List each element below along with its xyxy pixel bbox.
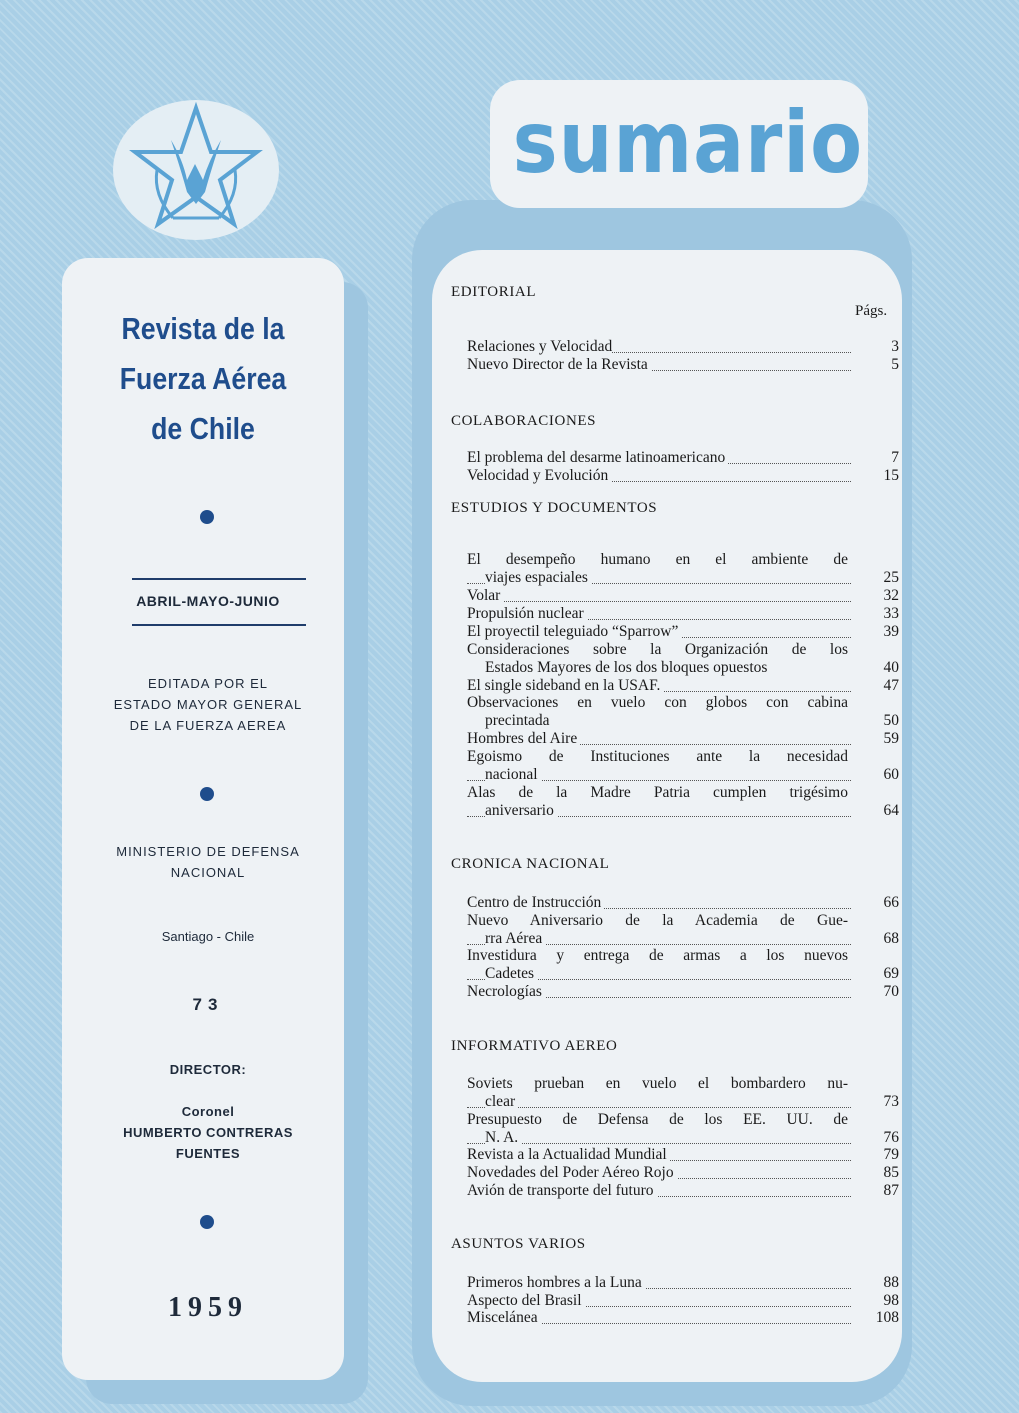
toc-entry-line[interactable]: Alas de la Madre Patria cumplen trigésimo [467,784,848,801]
toc-entry[interactable]: N. A. 76 [467,1129,899,1147]
year: 1959 [168,1292,248,1323]
toc-entry[interactable]: rra Aérea 68 [467,930,899,948]
toc-entry[interactable]: Hombres del Aire 59 [467,730,899,747]
toc-entry[interactable]: clear 73 [467,1093,899,1111]
toc-entry[interactable]: Velocidad y Evolución 15 [467,467,899,484]
toc-entry[interactable]: Novedades del Poder Aéreo Rojo 85 [467,1164,899,1181]
toc-entry[interactable]: viajes espaciales 25 [467,569,899,587]
divider [132,578,306,580]
eagle-star-emblem [113,100,279,240]
section-title: ASUNTOS VARIOS [451,1236,586,1252]
toc-entry[interactable]: Cadetes 69 [467,965,899,983]
section-title: CRONICA NACIONAL [451,856,610,872]
pages-column-label: Págs. [855,303,888,319]
city: Santiago - Chile [161,929,255,944]
toc-entry[interactable]: Aspecto del Brasil 98 [467,1292,899,1309]
section-title: INFORMATIVO AEREO [451,1038,618,1054]
toc-entry-line[interactable]: Presupuesto de Defensa de los EE. UU. de [467,1111,848,1128]
toc-entry[interactable]: Necrologías 70 [467,983,899,1000]
toc-entry[interactable]: El problema del desarme latinoamericano 7 [467,449,899,466]
toc-entry[interactable]: Propulsión nuclear 33 [467,605,899,622]
bullet-dot [200,1215,214,1229]
director-label: DIRECTOR: [169,1062,247,1077]
toc-entry[interactable]: Relaciones y Velocidad 3 [467,338,899,355]
toc-entry[interactable]: Primeros hombres a la Luna 88 [467,1274,899,1291]
section-title: ESTUDIOS Y DOCUMENTOS [451,500,658,516]
toc-entry[interactable]: nacional 60 [467,766,899,784]
toc-entry[interactable]: Centro de Instrucción 66 [467,894,899,911]
director-name: Coronel HUMBERTO CONTRERAS FUENTES [123,1104,293,1161]
issue-period: ABRIL-MAYO-JUNIO [136,593,280,609]
toc-entry-line[interactable]: Nuevo Aniversario de la Academia de Gue- [467,912,848,929]
toc-entry-line[interactable]: Egoismo de Instituciones ante la necesidad [467,748,848,765]
toc-entry[interactable]: Revista a la Actualidad Mundial 79 [467,1146,899,1163]
editor-credit: EDITADA POR EL ESTADO MAYOR GENERAL DE LA FUERZA AEREA [113,676,303,733]
toc-entry[interactable]: Miscelánea 108 [467,1309,899,1326]
left-panel [62,258,344,1380]
toc-entry[interactable]: Volar 32 [467,587,899,604]
section-title: COLABORACIONES [451,413,597,429]
toc-entry[interactable]: Avión de transporte del futuro 87 [467,1182,899,1199]
toc-entry[interactable]: aniversario 64 [467,802,899,820]
toc-entry-line[interactable]: Soviets prueban en vuelo el bombardero nu- [467,1075,848,1092]
toc-entry[interactable]: precintada 50 [485,712,899,729]
bullet-dot [200,787,214,801]
page-title: sumario [512,93,863,193]
toc-entry[interactable]: El proyectil teleguiado “Sparrow” 39 [467,623,899,640]
toc-entry[interactable]: El single sideband en la USAF. 47 [467,677,899,694]
ministry: MINISTERIO DE DEFENSA NACIONAL [116,844,300,880]
magazine-title: Revista de la Fuerza Aérea de Chile [119,311,287,446]
toc-entry-line[interactable]: Consideraciones sobre la Organización de los [467,641,848,658]
toc-entry-line[interactable]: Investidura y entrega de armas a los nuevos [467,947,848,964]
toc-entry[interactable]: Estados Mayores de los dos bloques opuestos 40 [485,659,899,676]
toc-entry-line[interactable]: Observaciones en vuelo con globos con cabina [467,694,848,711]
bullet-dot [200,510,214,524]
issue-number: 73 [192,995,224,1014]
section-title: EDITORIAL [451,284,537,300]
toc-entry[interactable]: Nuevo Director de la Revista 5 [467,356,899,373]
sumario-header [490,80,868,208]
divider [132,624,306,626]
toc-entry-line[interactable]: El desempeño humano en el ambiente de [467,551,848,568]
